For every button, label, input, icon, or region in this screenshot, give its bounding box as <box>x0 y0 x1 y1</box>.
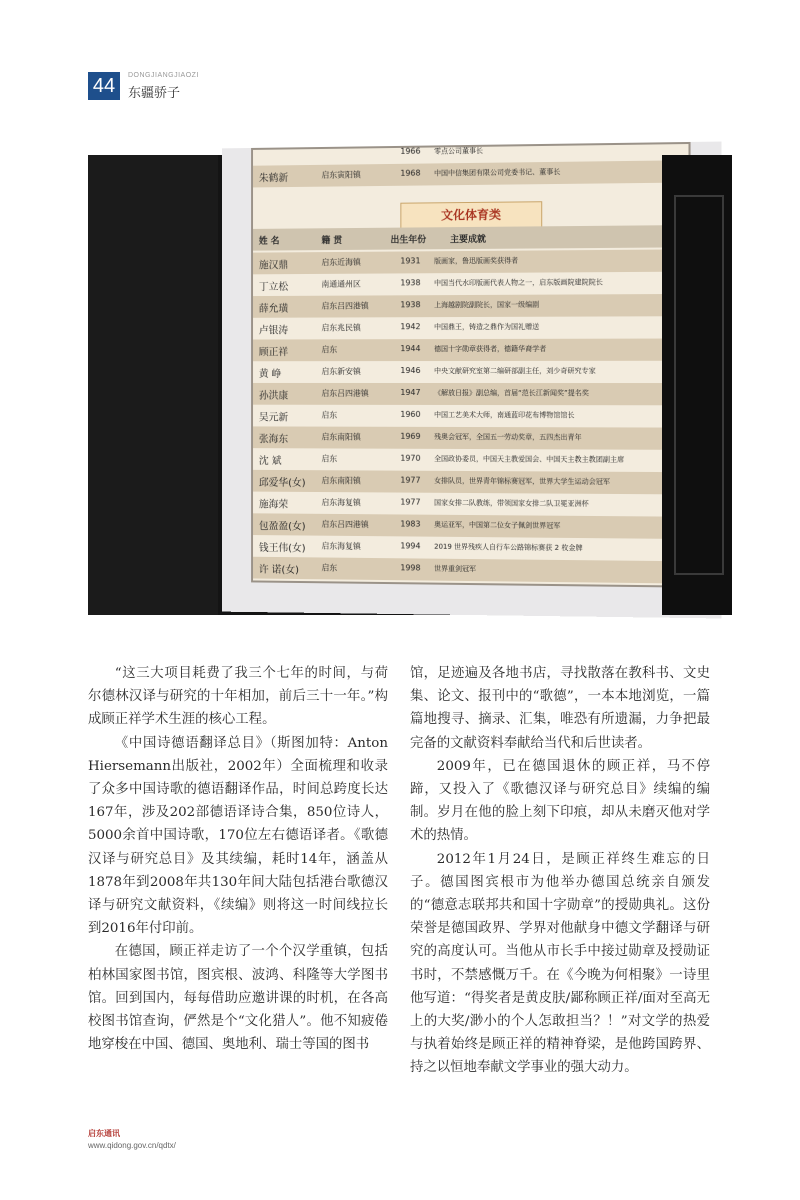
table-row: 薛允璜 启东吕四港镇 1938 上海越剧院副院长，国家一级编剧 <box>253 294 688 318</box>
table-row: 钱王伟(女) 启东海复镇 1994 2019 世界残疾人自行车公路锦标赛获 2 枚金牌 <box>258 541 583 555</box>
footer-url[interactable]: www.qidong.gov.cn/qdtx/ <box>88 1141 176 1150</box>
paragraph: 2009年，已在德国退休的顾正祥，马不停蹄，又投入了《歌德汉译与研究总目》续编的编制。岁月在他的脸上刻下印痕，却从未磨灭他对学术的热情。 <box>410 758 710 844</box>
table-row: 孙洪康 启东吕四港镇 1947 《解放日报》副总编，首届“范长江新闻奖”提名奖 <box>253 383 688 405</box>
table-row: 卢银涛 启东兆民镇 1942 中国鼎王，铸造之鼎作为国礼赠送 <box>258 322 540 337</box>
paragraph: 馆，足迹遍及各地书店，寻找散落在教科书、文史集、论文、报刊中的“歌德”，一本本地浏览，一篇篇地搜寻、摘录、汇集，唯恐有所遗漏，力争把最完备的文献资料奉献给当代和后世读者。 <box>410 666 710 751</box>
exhibit-photo <box>88 146 732 615</box>
table-row: 1966 零点公司董事长 <box>400 146 483 156</box>
table-row: 丁立松 南通通州区 1938 中国当代水印版画代表人物之一，启东版画院建院院长 <box>258 278 603 294</box>
article-column-right <box>410 662 710 1080</box>
table-row: 沈 斌 启东 1970 全国政协委员，中国天主教爱国会、中国天主教主教团副主席 <box>258 453 625 468</box>
table-row: 顾正祥 启东 1944 德国十字勋章获得者，德籍华裔学者 <box>253 338 688 361</box>
table-row: 黄 峥 启东新安镇 1946 中央文献研究室第二编研部副主任，刘少奇研究专家 <box>258 366 596 380</box>
page-footer <box>88 1128 176 1150</box>
table-row: 包盈盈(女) 启东吕四港镇 1983 奥运亚军，中国第二位女子佩剑世界冠军 <box>253 513 688 539</box>
photo-display-board <box>222 142 721 619</box>
paragraph: “这三大项目耗费了我三个七年的时间，与荷尔德林汉译与研究的十年相加，前后三十一年。”构成顾正祥学术生涯的核心工程。 <box>88 666 388 728</box>
section-title: 文化体育类 <box>400 201 542 228</box>
paragraph: 在德国，顾正祥走访了一个个汉学重镇，包括柏林国家图书馆，图宾根、波鸿、科隆等大学图书馆。回到国内，每每借助应邀讲课的时机，在各高校图书馆查询，俨然是个“文化猎人”。他不知疲倦地穿梭在中国、德国、奥地利、瑞士等国的图书 <box>88 944 388 1053</box>
table-row: 施汉鼎 启东近海镇 1931 版画家，鲁迅版画奖获得者 <box>253 249 688 274</box>
paragraph: 2012年1月24日，是顾正祥终生难忘的日子。德国图宾根市为他举办德国总统亲自颁发的“德意志联邦共和国十字勋章”的授勋典礼。这份荣誉是德国政界、学界对他献身中德文学翻译与研究的高度认可。当他从市长手中接过勋章及授勋证书时，不禁感慨万千。在《今晚为何相聚》一诗里他写道：“得奖者是黄皮肤/鄙称顾正祥/面对至高无上的大奖/渺小的个人怎敢担当？！”对文学的热爱与执着始终是顾正祥的精神脊梁，是他跨国跨界、持之以恒地奉献文学事业的强大动力。 <box>410 851 710 1076</box>
table-row: 施海荣 启东海复镇 1977 国家女排二队教练，带领国家女排二队卫冕亚洲杯 <box>258 497 589 511</box>
page-number: 44 <box>88 72 120 100</box>
paragraph: 《中国诗德语翻译总目》（斯图加特：Anton Hiersemann出版社，2002年）全面梳理和收录了众多中国诗歌的德语翻译作品，时间总跨度长达167年，涉及202部德语译诗合集，850位诗人，5000余首中国诗歌，170位左右德语译者。《歌德汉译与研究总目》及其续编，耗时14年，涵盖从1878年到2008年共130年间大陆包括港台歌德汉译与研究文献资料，《续编》则将这一时间线拉长到2016年付印前。 <box>88 735 388 937</box>
article-column-left <box>88 662 388 1056</box>
photo-wall-left <box>88 155 218 615</box>
window-lattice <box>674 195 724 575</box>
brand-english: DONGJIANGJIAOZI <box>128 72 199 79</box>
table-row: 朱鹤新 启东寅阳镇 1968 中国中信集团有限公司党委书记、董事长 <box>253 160 688 187</box>
photo-wall-right <box>662 155 732 615</box>
honor-roll-table <box>251 142 690 588</box>
footer-title: 启东通讯 <box>88 1129 120 1138</box>
brand-chinese: 东疆骄子 <box>128 86 181 101</box>
table-row: 邱爱华(女) 启东南阳镇 1977 女排队员，世界青年锦标赛冠军，世界大学生运动会冠军 <box>253 470 688 495</box>
table-row: 吴元新 启东 1960 中国工艺美术大师，南通蓝印花布博物馆馆长 <box>258 409 575 424</box>
table-row: 许 诺(女) 启东 1998 世界重剑冠军 <box>253 557 688 584</box>
table-header: 姓 名 籍 贯 出生年份 主要成就 <box>253 225 688 251</box>
table-row: 张海东 启东南阳镇 1969 残奥会冠军，全国五一劳动奖章，五四杰出青年 <box>253 426 688 449</box>
